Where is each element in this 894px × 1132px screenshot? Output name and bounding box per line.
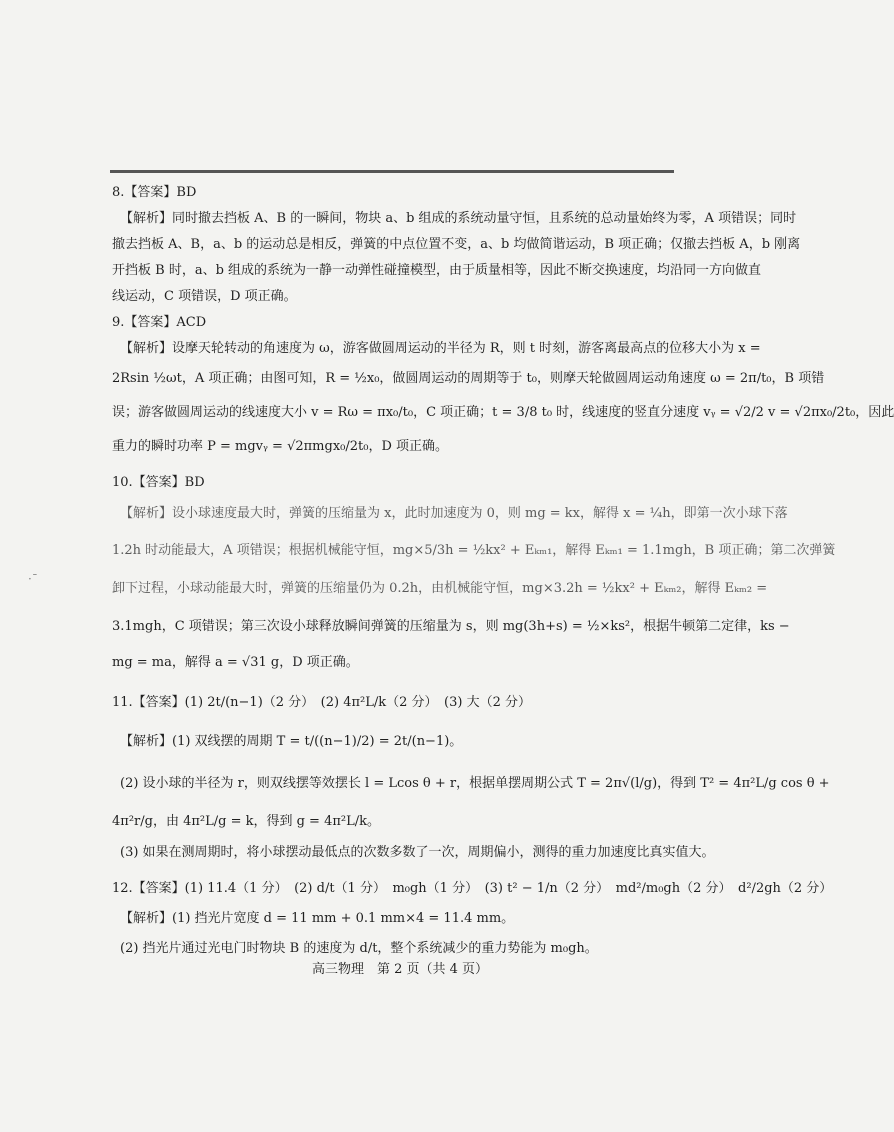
q9-line-2: 2Rsin ½ωt，A 项正确；由图可知，R = ½x₀，做圆周运动的周期等于 t₀，则摩天轮做圆周运动角速度 ω = 2π/t₀，B 项错 — [112, 371, 825, 386]
q9-line-1: 【解析】设摩天轮转动的角速度为 ω，游客做圆周运动的半径为 R，则 t 时刻，游客离最高点的位移大小为 x = — [120, 341, 761, 356]
question-11 — [112, 686, 830, 866]
q10-line-3: 卸下过程，小球动能最大时，弹簧的压缩量仍为 0.2h，由机械能守恒，mg×3.2h = ½kx² + Eₖₘ₂，解得 Eₖₘ₂ = — [112, 581, 768, 596]
q8-line-1: 【解析】同时撤去挡板 A、B 的一瞬间，物块 a、b 组成的系统动量守恒，且系统的总动量始终为零，A 项错误；同时 — [120, 211, 797, 226]
q12-answer: 12.【答案】(1) 11.4（1 分） (2) d/t（1 分） m₀gh（1 分） (3) t² − 1/n（2 分） md²/m₀gh（2 分） d²/2gh（2 分） — [112, 881, 833, 896]
q10-line-2: 1.2h 时动能最大，A 项错误；根据机械能守恒，mg×5/3h = ½kx² + Eₖₘ₁，解得 Eₖₘ₁ = 1.1mgh，B 项正确；第二次弹簧 — [112, 543, 836, 558]
q10-line-4: 3.1mgh，C 项错误；第三次设小球释放瞬间弹簧的压缩量为 s，则 mg(3h+s) = ½×ks²，根据牛顿第二定律，ks − — [112, 619, 790, 634]
question-9 — [112, 310, 894, 464]
answer-content — [112, 180, 894, 966]
q8-line-3: 开挡板 B 时，a、b 组成的系统为一静一动弹性碰撞模型，由于质量相等，因此不断交换速度，均沿同一方向做直 — [112, 263, 762, 278]
q11-line-1: 【解析】(1) 双线摆的周期 T = t/((n−1)/2) = 2t/(n−1)。 — [120, 734, 463, 749]
q8-line-2: 撤去挡板 A、B，a、b 的运动总是相反，弹簧的中点位置不变，a、b 均做简谐运动，B 项正确；仅撤去挡板 A，b 刚离 — [112, 237, 801, 252]
header-rule — [110, 170, 674, 173]
q10-line-1: 【解析】设小球速度最大时，弹簧的压缩量为 x，此时加速度为 0，则 mg = kx，解得 x = ¼h，即第一次小球下落 — [120, 506, 788, 521]
q11-line-3: 4π²r/g，由 4π²L/g = k，得到 g = 4π²L/k。 — [112, 814, 380, 829]
scan-noise-mark: ·ˉ — [28, 572, 38, 586]
q11-line-2: (2) 设小球的半径为 r，则双线摆等效摆长 l = Lcos θ + r，根据单摆周期公式 T = 2π√(l/g)，得到 T² = 4π²L/g cos θ + — [120, 776, 830, 791]
q9-answer: 9.【答案】ACD — [112, 315, 207, 330]
q11-answer: 11.【答案】(1) 2t/(n−1)（2 分） (2) 4π²L/k（2 分） (3) 大（2 分） — [112, 695, 531, 710]
q9-line-4: 重力的瞬时功率 P = mgvᵧ = √2πmgx₀/2t₀，D 项正确。 — [112, 439, 449, 454]
q10-line-5: mg = ma，解得 a = √31 g，D 项正确。 — [112, 655, 359, 670]
q11-line-4: (3) 如果在测周期时，将小球摆动最低点的次数多数了一次，周期偏小，测得的重力加速度比真实值大。 — [120, 845, 715, 860]
q10-answer: 10.【答案】BD — [112, 475, 205, 490]
q12-line-1: 【解析】(1) 挡光片宽度 d = 11 mm + 0.1 mm×4 = 11.4 mm。 — [120, 911, 515, 926]
question-8 — [112, 180, 801, 310]
q12-line-2: (2) 挡光片通过光电门时物块 B 的速度为 d/t，整个系统减少的重力势能为 m₀gh。 — [120, 941, 598, 956]
q8-answer: 8.【答案】BD — [112, 185, 197, 200]
q9-line-3: 误；游客做圆周运动的线速度大小 v = Rω = πx₀/t₀，C 项正确；t = 3/8 t₀ 时，线速度的竖直分速度 vᵧ = √2/2 v = √2πx₀/2t₀，因此 — [112, 405, 894, 420]
question-10 — [112, 470, 836, 680]
q8-line-4: 线运动，C 项错误，D 项正确。 — [112, 289, 297, 304]
page-footer: 高三物理 第 2 页（共 4 页） — [311, 962, 489, 977]
question-12 — [112, 872, 833, 966]
